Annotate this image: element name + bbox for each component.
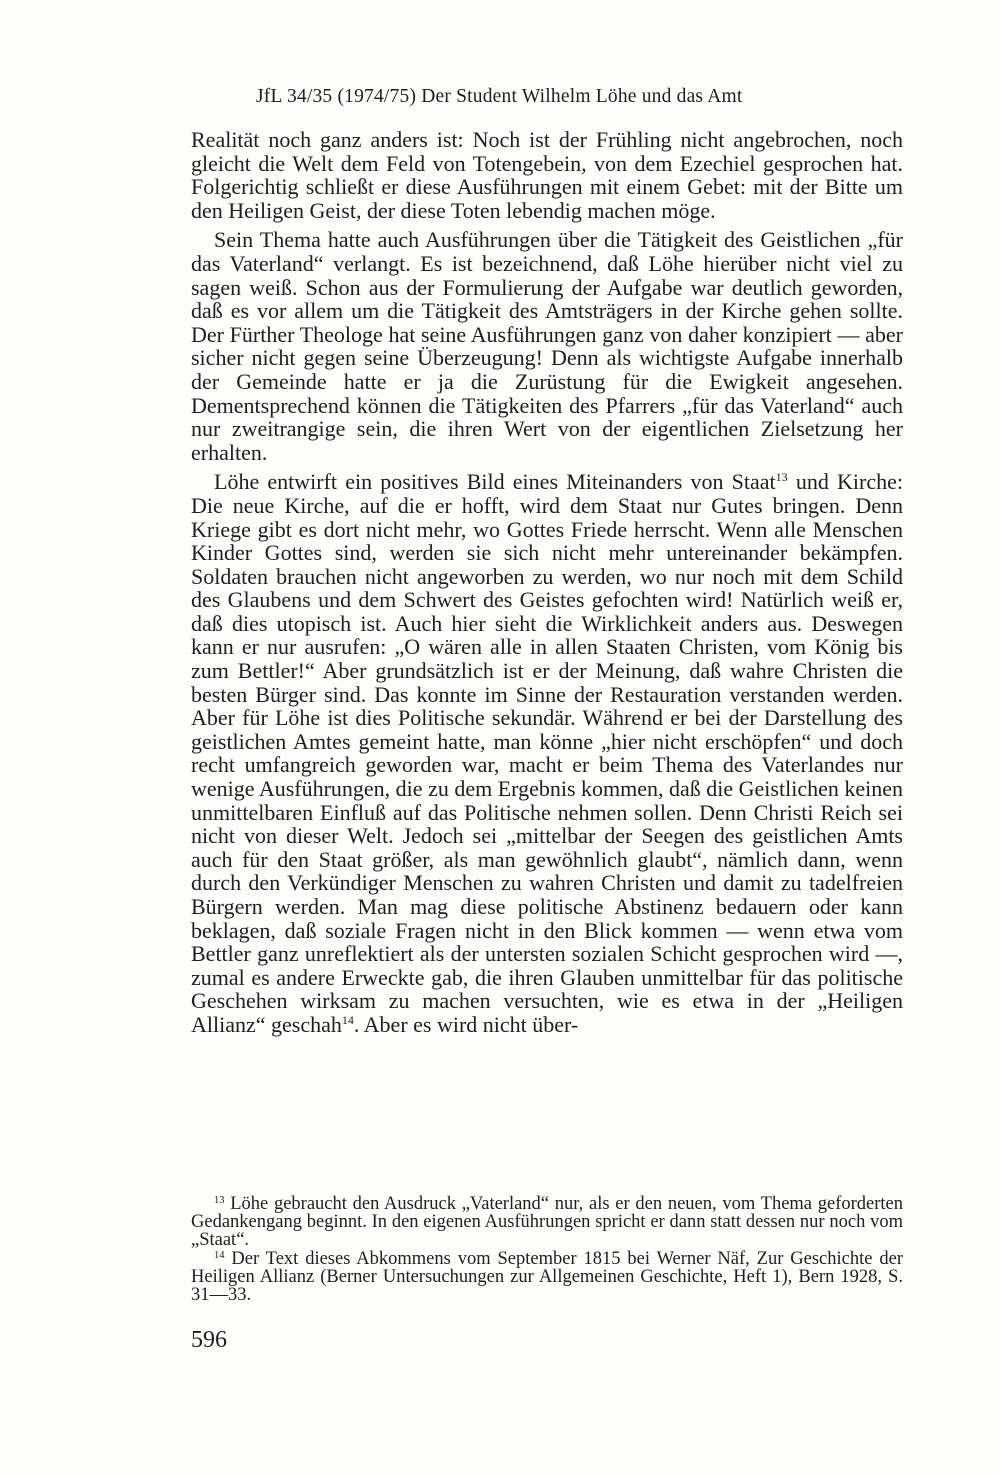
paragraph-1: Realität noch ganz anders ist: Noch ist der Frühling nicht angebrochen, noch gleicht die Welt dem Feld von Totengebein, von dem Ezechiel gesprochen hat. Folgerichtig schließt er diese Ausführungen mit einem Gebet: mit der Bitte um den Heiligen Geist, der diese Toten lebendig machen möge. (191, 127, 903, 223)
paragraph-3-part-b: und Kirche: Die neue Kirche, auf die er hofft, wird dem Staat nur Gutes bringen. Denn Kriege gibt es dort nicht mehr, wo Gottes Friede herrscht. Wenn alle Menschen Kinder Gottes sind, werden sie sich nicht mehr untereinander bekämpfen. Soldaten brauchen nicht angeworben zu werden, wo nur noch mit dem Schild des Glaubens und dem Schwert des Geistes gefochten wird! Natürlich weiß er, daß dies utopisch ist. Auch hier sieht die Wirklichkeit anders aus. Deswegen kann er nur ausrufen: „O wären alle in allen Staaten Christen, vom König bis zum Bettler!“ Aber grundsätzlich ist er der Meinung, daß wahre Christen die besten Bürger sind. Das konnte im Sinne der Restauration verstanden werden. Aber für Löhe ist dies Politische sekundär. Während er bei der Darstellung des geistlichen Amtes gemeint hatte, man könne „hier nicht erschöpfen“ und doch recht umfangreich geworden war, macht er beim Thema des Vaterlandes nur wenige Ausführungen, die zu dem Ergebnis kommen, daß die Geistlichen keinen unmittelbaren Einfluß auf das Politische nehmen sollen. Denn Christi Reich sei nicht von dieser Welt. Jedoch sei „mittelbar der Seegen des geistlichen Amts auch für den Staat größer, als man gewöhnlich glaubt“, nämlich dann, wenn durch den Verkündiger Menschen zu wahren Christen und damit zu tadelfreien Bürgern werden. Man mag diese politische Abstinenz bedauern oder kann beklagen, daß soziale Fragen nicht in den Blick kommen — wenn etwa vom Bettler ganz unreflektiert als der untersten sozialen Schicht gesprochen wird —, zumal es andere Erweckte gab, die ihren Glauben unmittelbar für das politische Geschehen wirksam zu machen versuchten, wie es etwa in der „Heiligen Allianz“ geschah (191, 469, 904, 1037)
footnote-number: 13 (214, 1195, 225, 1206)
running-head: JfL 34/35 (1974/75) Der Student Wilhelm Löhe und das Amt (256, 86, 743, 107)
footnote-13 (191, 1195, 903, 1250)
footnote-number: 14 (214, 1249, 225, 1261)
footnote-ref-13[interactable]: 13 (775, 470, 788, 485)
paragraph-3 (191, 470, 903, 1036)
paragraph-2: Sein Thema hatte auch Ausführungen über die Tätigkeit des Geistlichen „für das Vaterland“ verlangt. Es ist bezeichnend, daß Löhe hierüber nicht viel zu sagen weiß. Schon aus der Formulierung der Aufgabe war deutlich geworden, daß es vor allem um die Tätigkeit des Amtsträgers in der Kirche gehen sollte. Der Fürther Theologe hat seine Ausführungen ganz von daher konzipiert — aber sicher nicht gegen seine Überzeugung! Denn als wichtigste Aufgabe innerhalb der Gemeinde hatte er ja die Zurüstung für die Ewigkeit angesehen. Dementsprechend können die Tätigkeiten des Pfarrers „für das Vaterland“ auch nur zweitrangige sein, die ihren Wert von der eigentlichen Zielsetzung her erhalten. (191, 227, 903, 465)
footnotes (191, 1195, 903, 1304)
page-number: 596 (191, 1327, 227, 1353)
body-text (191, 128, 903, 1037)
footnote-ref-14[interactable]: 14 (341, 1012, 354, 1027)
footnote-text: Der Text dieses Abkommens vom September 1815 bei Werner Näf, Zur Geschichte der Heiligen Allianz (Berner Untersuchungen zur Allgemeinen Geschichte, Heft 1), Bern 1928, S. 31—33. (191, 1248, 903, 1306)
paragraph-3-part-a: Löhe entwirft ein positives Bild eines Miteinanders von Staat (214, 469, 776, 495)
paragraph-3-part-c: . Aber es wird nicht über- (353, 1011, 579, 1037)
footnote-text: Löhe gebraucht den Ausdruck „Vaterland“ nur, als er den neuen, vom Thema geforderten Gedankengang beginnt. In den eigenen Ausführungen spricht er dann statt dessen nur noch vom „Staat“. (191, 1194, 903, 1251)
footnote-14 (191, 1250, 903, 1305)
